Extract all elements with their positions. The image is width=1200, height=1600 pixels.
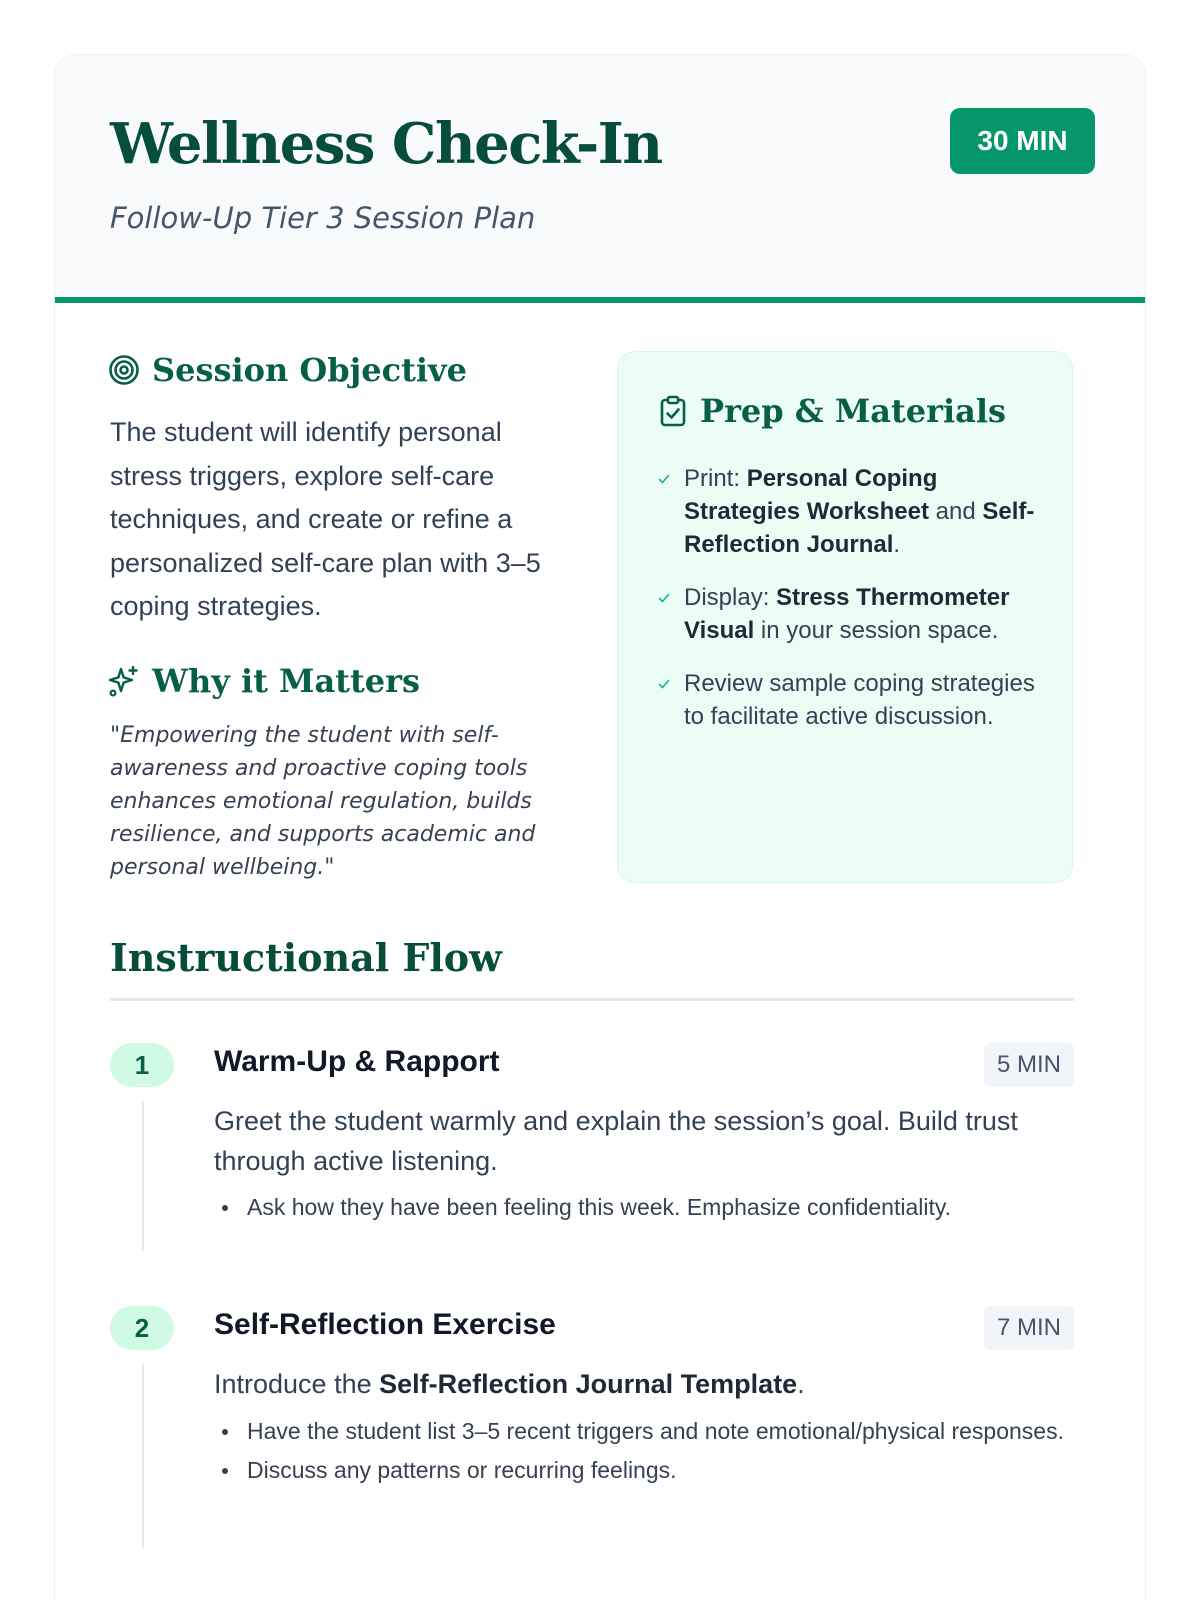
step-title: Warm-Up & Rapport xyxy=(214,1045,500,1078)
prep-materials-panel xyxy=(617,351,1073,883)
step-description: Introduce the Self-Reflection Journal Template. xyxy=(214,1369,805,1399)
objective-text: The student will identify personal stress triggers, explore self-care techniques, and create or refine a personalized self-care plan with 3–5 coping strategies. xyxy=(110,417,541,621)
duration-badge: 30 MIN xyxy=(950,108,1095,174)
step-title: Self-Reflection Exercise xyxy=(214,1308,556,1341)
prep-list xyxy=(658,462,1048,753)
step-connector xyxy=(142,1364,144,1548)
prep-item: Review sample coping strategies to facilitate active discussion. xyxy=(658,667,1048,733)
prep-heading xyxy=(658,392,1006,430)
objective-heading xyxy=(108,351,467,389)
step-bullets xyxy=(214,1415,1074,1493)
clipboard-check-icon xyxy=(658,395,688,427)
flow-step xyxy=(110,1043,1074,1263)
step-description: Greet the student warmly and explain the session’s goal. Build trust through active listening. xyxy=(214,1106,1018,1176)
page-subtitle: Follow-Up Tier 3 Session Plan xyxy=(110,201,536,235)
step-bullets xyxy=(214,1191,1074,1230)
why-heading-label: Why it Matters xyxy=(152,662,420,700)
page-title: Wellness Check-In xyxy=(110,111,662,177)
step-time-badge: 5 MIN xyxy=(984,1043,1074,1087)
prep-heading-label: Prep & Materials xyxy=(700,392,1007,430)
check-icon xyxy=(658,473,670,485)
why-heading xyxy=(108,662,420,700)
instructional-flow-heading: Instructional Flow xyxy=(110,935,1074,1001)
step-bullet: Have the student list 3–5 recent triggers and note emotional/physical responses. xyxy=(214,1415,1074,1448)
sparkles-icon xyxy=(108,665,140,697)
step-connector xyxy=(142,1101,144,1251)
check-icon xyxy=(658,678,670,690)
flow-step xyxy=(110,1306,1074,1600)
step-number: 2 xyxy=(110,1306,174,1350)
why-quote: "Empowering the student with self-awareness and proactive coping tools enhances emotional regulation, builds resilience, and supports academic and personal wellbeing." xyxy=(110,723,536,880)
target-icon xyxy=(108,354,140,386)
step-time-badge: 7 MIN xyxy=(984,1306,1074,1350)
prep-item: Display: Stress Thermometer Visual in your session space. xyxy=(658,581,1048,647)
objective-heading-label: Session Objective xyxy=(152,351,467,389)
check-icon xyxy=(658,592,670,604)
plan-header xyxy=(55,55,1146,303)
step-number: 1 xyxy=(110,1043,174,1087)
step-bullet: Ask how they have been feeling this week. Emphasize confidentiality. xyxy=(214,1191,1074,1224)
prep-item: Print: Personal Coping Strategies Worksheet and Self-Reflection Journal. xyxy=(658,462,1048,561)
session-plan-card xyxy=(54,54,1146,1600)
step-bullet: Discuss any patterns or recurring feelings. xyxy=(214,1454,1074,1487)
